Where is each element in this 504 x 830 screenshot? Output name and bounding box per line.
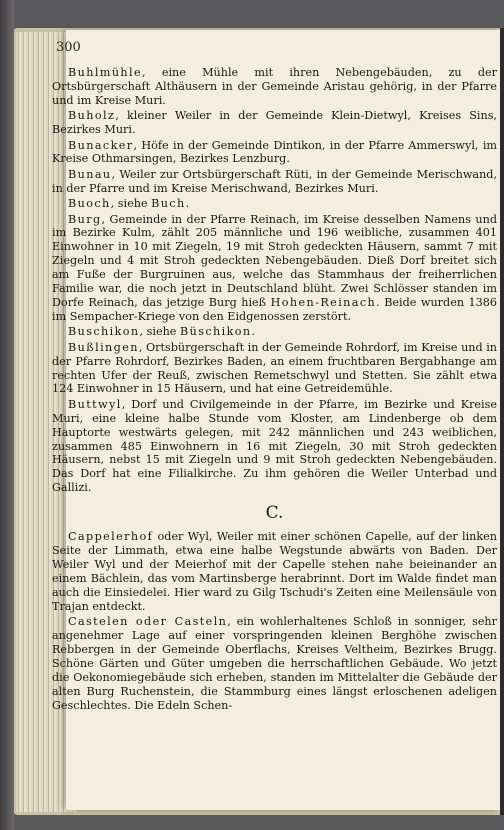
entry-cross-reference: Büschikon (179, 325, 252, 339)
entry-cross-reference: Hohen-Reinach (270, 296, 377, 309)
entry-term: Bunau (68, 167, 112, 181)
gazetteer-entry (52, 530, 497, 613)
entry-cross-reference: Buch (151, 197, 186, 211)
gazetteer-entry (52, 197, 497, 211)
page-text-column (52, 66, 497, 786)
gazetteer-entry (52, 398, 497, 495)
entry-term: Buhlmühle (68, 66, 143, 79)
entry-term: Bunacker (68, 138, 134, 152)
entry-text: oder Wyl, Weiler mit einer schönen Capelle, auf der linken Seite der Limmath, etwa eine halbe Wegstunde abwärts von Baden. Der Weiler Wyl und der Meierhof mit der Capelle stehen nahe beieinander an einem Bächlein, das vom Martinsberge herabrinnt. Dort im Walde findet man auch die Einsiedelei. Hier ward zu Gilg Tschudi's Zeiten eine Meilensäule von Trajan entdeckt. (52, 530, 497, 613)
entry-text: , Gemeinde in der Pfarre Reinach, im Kreise desselben Namens und im Bezirke Kulm, zählt 205 männliche und 196 weibliche, zusammen 401 Einwohner in 10 mit Ziegeln, 19 mit Stroh gedeckten Häusern, sammt 7 mit Ziegeln und 4 mit Stroh gedeckten Nebengebäuden. Dieß Dorf breitet sich am Fuße der Burgruinen aus, welche das Stammhaus der freiherrlichen Familie war, die noch jetzt in Deutschland blüht. Zwei Schlösser standen im Dorfe Reinach, das jetzige Burg hieß (52, 212, 497, 309)
entry-text: , Weiler zur Ortsbürgerschaft Rüti, in der Gemeinde Merischwand, in der Pfarre und im Kreise Merischwand, Bezirkes Muri. (52, 167, 497, 195)
entry-text-tail: . Beide wurden 1386 im Sempacher-Kriege von den Eidgenossen zerstört. (52, 296, 498, 323)
entry-text-tail: . (185, 197, 190, 211)
section-heading-c: C. (265, 503, 284, 524)
gazetteer-entry (52, 139, 497, 167)
gazetteer-entry (52, 325, 497, 339)
entry-text: , eine Mühle mit ihren Nebengebäuden, zu der Ortsbürgerschaft Althäusern in der Gemeinde Aristau gehörig, in der Pfarre und im Kreise Muri. (52, 66, 497, 107)
right-margin-shadow (500, 28, 504, 815)
gazetteer-entry (52, 341, 497, 397)
entry-term: Cappelerhof (68, 530, 154, 544)
entry-term: Bußlingen (68, 340, 139, 354)
entry-text: , kleiner Weiler in der Gemeinde Klein-Dietwyl, Kreises Sins, Bezirkes Muri. (52, 109, 497, 137)
entry-text: , siehe (110, 197, 152, 211)
gazetteer-entry (52, 66, 497, 108)
entries-section-b (52, 66, 497, 495)
entry-text-tail: . (251, 325, 256, 339)
entry-term: Buholz (68, 109, 116, 123)
entry-term: Buttwyl (68, 397, 122, 411)
entries-section-c (52, 530, 497, 712)
entry-text: , ein wohlerhaltenes Schloß in sonniger, sehr angenehmer Lage auf einer vorspringenden kleinen Berghöhe zwischen Rebbergen in der Gemeinde Oberflachs, Kreises Veltheim, Bezirkes Brugg. Schöne Gärten und Güter umgeben die herrschaftlichen Gebäude. Wo jetzt die Oekonomiegebäude sich erheben, standen im Mittelalter die Gebäude der alten Burg Ruchenstein, die Stammburg eines längst erloschenen adeligen Geschlechtes. Die Edeln Schen- (52, 615, 497, 712)
entry-text: , siehe (139, 325, 180, 339)
entry-text: , Höfe in der Gemeinde Dintikon, in der Pfarre Ammerswyl, im Kreise Othmarsingen, Bezirkes Lenzburg. (52, 138, 497, 166)
entry-text: , Ortsbürgerschaft in der Gemeinde Rohrdorf, im Kreise und in der Pfarre Rohrdorf, Bezirkes Baden, an einem fruchtbaren Bergabhange am rechten Ufer der Reuß, zwischen Remetschwyl und Stetten. Sie zählt etwa 124 Einwohner in 15 Häusern, und hat eine Getreidemühle. (52, 340, 497, 396)
entry-text: , Dorf und Civilgemeinde in der Pfarre, im Bezirke und Kreise Muri, eine kleine halbe Stunde vom Kloster, am Lindenberge ob dem Hauptorte westwärts gelegen, mit 242 männlichen und 243 weiblichen, zusammen 485 Einwohnern in 16 mit Ziegeln, 30 mit Stroh gedeckten Häusern, nebst 15 mit Ziegeln und 9 mit Stroh gedeckten Nebengebäuden. Das Dorf hat eine Filialkirche. Zu ihm gehören die Weiler Unterbad und Gallizi. (52, 397, 497, 495)
entry-term: Burg (68, 212, 102, 226)
entry-term: Buoch (68, 197, 111, 211)
gazetteer-entry (52, 213, 497, 324)
entry-term: Buschikon (68, 325, 140, 339)
page-number: 300 (56, 40, 81, 55)
gazetteer-entry (52, 615, 497, 712)
entry-term: Castelen oder Casteln (68, 615, 228, 629)
gazetteer-entry (52, 168, 497, 196)
book-spine-shadow (0, 0, 14, 830)
gazetteer-entry (52, 109, 497, 137)
